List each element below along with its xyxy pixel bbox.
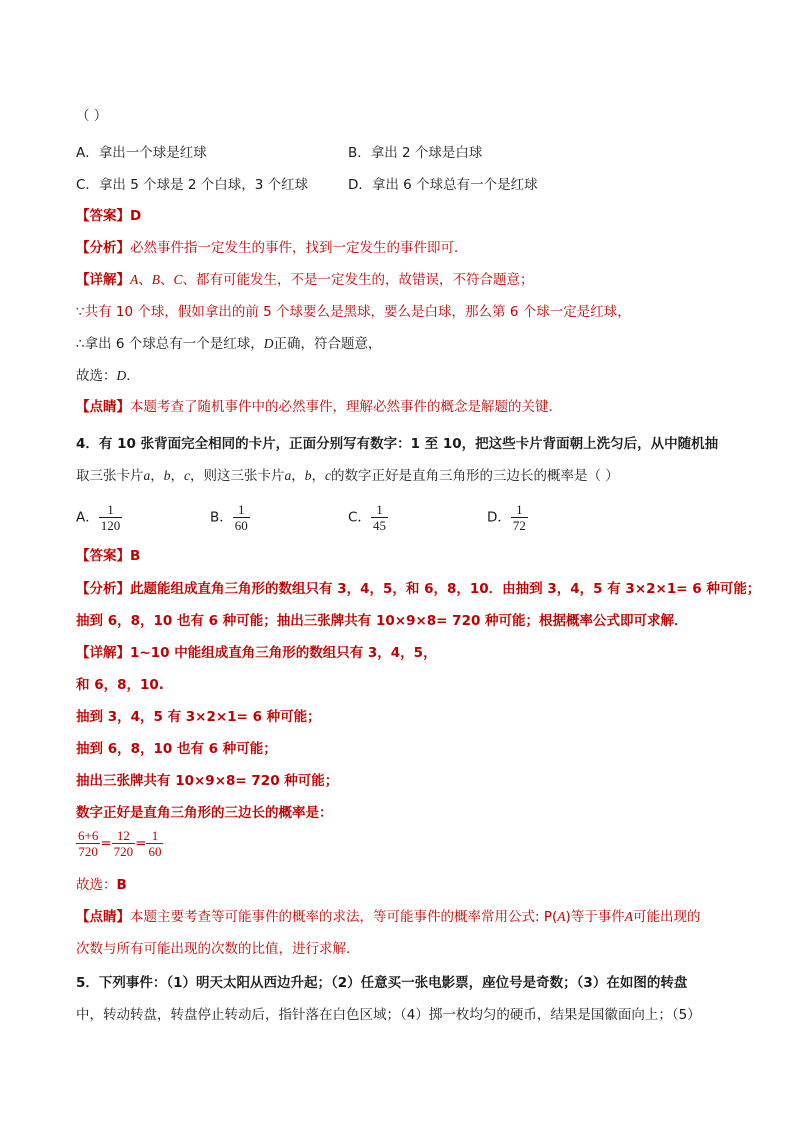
q4-stem-line-1: 4．有 10 张背面完全相同的卡片，正面分别写有数字：1 至 10，把这些卡片背面朝上洗匀后，从中随机抽 <box>76 436 719 452</box>
q4-option-c <box>348 502 388 533</box>
option-c: C．拿出 5 个球是 2 个白球，3 个红球 <box>76 177 309 193</box>
var-A: A <box>557 909 566 924</box>
q4-comment-line-1 <box>76 907 701 927</box>
fraction <box>146 828 163 859</box>
q3-choose <box>76 366 140 386</box>
detail-tag: 【详解】 <box>76 645 130 661</box>
q5-stem-line-2: 中，转动转盘，转盘停止转动后，指针落在白色区域；（4）掷一枚均匀的硬币，结果是国徽面向上；（5） <box>76 1007 701 1023</box>
q4-option-b <box>210 502 250 533</box>
denominator: 60 <box>234 518 248 533</box>
stem-text: 取三张卡片 <box>76 468 144 484</box>
denominator: 720 <box>78 844 98 859</box>
option-label: C． <box>348 509 371 526</box>
q4-analysis-line-1 <box>76 579 760 599</box>
q4-stem-line-2: 取三张卡片a，b，c，则这三张卡片a，b，c的数字正好是直角三角形的三边长的概率是（ ） <box>76 468 619 484</box>
detail-tag: 【详解】 <box>76 272 130 288</box>
var-a: a <box>284 468 292 483</box>
var-c: c <box>325 468 331 483</box>
option-fraction <box>233 502 250 533</box>
option-label: D． <box>487 509 511 526</box>
answer-tag: 【答案】 <box>76 208 130 224</box>
numerator: 1 <box>151 828 159 843</box>
q3-analysis <box>76 238 468 258</box>
q4-choose <box>76 875 127 895</box>
detail-text: 正确，符合题意， <box>273 336 382 352</box>
comment-text: 可能出现的 <box>633 909 701 925</box>
q4-detail-line-5: 抽出三张牌共有 10×9×8= 720 种可能； <box>76 773 339 789</box>
q3-detail-line-3 <box>76 334 382 354</box>
q4-option-a <box>76 502 122 533</box>
choose-value: D <box>116 368 127 383</box>
numerator: 1 <box>516 502 523 517</box>
comment-text: 本题考查了随机事件中的必然事件，理解必然事件的概念是解题的关键． <box>130 399 562 415</box>
detail-text: 1~10 中能组成直角三角形的数组只有 3，4，5， <box>130 645 437 661</box>
q3-answer <box>76 206 141 226</box>
stem-text: 的数字正好是直角三角形的三边长的概率是（ ） <box>331 468 619 484</box>
choose-value: B <box>116 877 127 893</box>
stem-text: ，则这三张卡片 <box>190 468 285 484</box>
denominator: 120 <box>100 518 121 533</box>
denominator: 72 <box>512 518 526 533</box>
equals: = <box>135 835 147 852</box>
choose-label: 故选： <box>76 368 117 384</box>
option-label: B． <box>210 509 233 526</box>
numerator: 1 <box>107 502 114 517</box>
q3-detail-line-1: 【详解】A、B、C、都有可能发生，不是一定发生的，故错误，不符合题意； <box>76 272 534 288</box>
numerator: 1 <box>376 502 383 517</box>
comment-text: 本题主要考查等可能事件的概率的求法，等可能事件的概率常用公式: P( <box>130 909 558 925</box>
fraction <box>76 828 100 859</box>
answer-paren: （ ） <box>76 108 108 124</box>
var-d: D <box>263 336 274 351</box>
detail-text: 共有 10 个球，假如拿出的前 5 个球要么是黑球，要么是白球，那么第 6 个球一定是红球， <box>84 304 631 320</box>
option-fraction <box>511 502 528 533</box>
answer-tag: 【答案】 <box>76 548 130 564</box>
q4-detail-line-6: 数字正好是直角三角形的三边长的概率是： <box>76 805 333 821</box>
option-b: B．拿出 2 个球是白球 <box>348 145 483 161</box>
detail-text: 拿出 6 个球总有一个是红球， <box>84 336 264 352</box>
denominator: 45 <box>372 518 386 533</box>
answer-value: B <box>130 548 141 564</box>
q4-comment-line-2: 次数与所有可能出现的次数的比值，进行求解． <box>76 941 360 957</box>
q3-detail-line-2 <box>76 302 631 322</box>
q5-stem-line-1: 5．下列事件：（1）明天太阳从西边升起；（2）任意买一张电影票，座位号是奇数；（3）在如图的转盘 <box>76 975 688 991</box>
var-c: c <box>184 468 190 483</box>
var-b: b <box>304 468 312 483</box>
analysis-tag: 【分析】 <box>76 581 130 597</box>
option-d: D．拿出 6 个球总有一个是红球 <box>348 177 538 193</box>
var-c: C <box>173 272 183 287</box>
numerator: 6+6 <box>78 828 99 843</box>
q4-analysis-line-2: 抽到 6，8，10 也有 6 种可能；抽出三张牌共有 10×9×8= 720 种可能；根据概率公式即可求解． <box>76 613 688 629</box>
option-label: A． <box>76 509 99 526</box>
analysis-tag: 【分析】 <box>76 240 130 256</box>
q4-answer <box>76 546 140 566</box>
denominator: 60 <box>148 844 162 859</box>
q3-comment <box>76 397 562 417</box>
analysis-text: 此题能组成直角三角形的数组只有 3，4，5，和 6，8，10．由抽到 3，4，5 有 3×2×1= 6 种可能； <box>130 581 761 597</box>
var-a: a <box>143 468 151 483</box>
var-a: A <box>130 272 139 287</box>
var-b: b <box>163 468 171 483</box>
option-fraction <box>99 502 123 533</box>
denominator: 720 <box>113 844 134 859</box>
analysis-text: 必然事件指一定发生的事件，找到一定发生的事件即可． <box>130 240 468 256</box>
comment-tag: 【点睛】 <box>76 909 130 925</box>
q4-option-d <box>487 502 528 533</box>
period: ． <box>126 368 140 384</box>
numerator: 12 <box>116 828 130 843</box>
comment-text: )等于事件 <box>565 909 625 925</box>
q4-calculation <box>76 828 163 859</box>
option-fraction <box>371 502 388 533</box>
detail-text: 、都有可能发生，不是一定发生的，故错误，不符合题意； <box>182 272 534 288</box>
therefore-symbol: ∴ <box>76 336 85 352</box>
q4-detail-line-2: 和 6，8，10. <box>76 677 164 693</box>
var-A: A <box>624 909 634 924</box>
var-b: B <box>151 272 160 287</box>
because-symbol: ∵ <box>76 304 85 320</box>
q4-detail-line-4: 抽到 6，8，10 也有 6 种可能； <box>76 741 277 757</box>
option-a: A．拿出一个球是红球 <box>76 145 207 161</box>
q4-detail-line-3: 抽到 3，4，5 有 3×2×1= 6 种可能； <box>76 709 321 725</box>
equals: = <box>100 835 112 852</box>
fraction <box>112 828 136 859</box>
comment-tag: 【点睛】 <box>76 399 130 415</box>
q4-detail-line-1 <box>76 643 437 663</box>
choose-label: 故选： <box>76 877 117 893</box>
numerator: 1 <box>238 502 245 517</box>
answer-value: D <box>130 208 142 224</box>
